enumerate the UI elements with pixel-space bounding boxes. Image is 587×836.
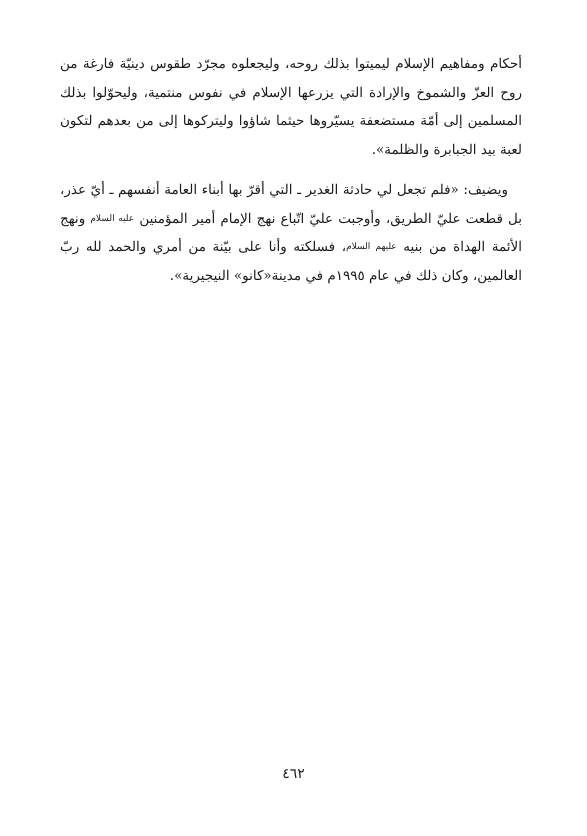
paragraph-text: أحكام ومفاهيم الإسلام ليميتوا بذلك روحه، وليجعلوه مجرّد طقوس دينيّة فارغة من روح العزّ والشموخ والإرادة التي يزرعها الإسلام في نفوس منتمية، وليحوّلوا بذلك المسلمين إلى أمّة مستضعفة يسيّروها حيثما شاؤوا وليتركوها إلى من بعدهم لتكون لعبة بيد الجبابرة والظلمة». <box>60 56 522 158</box>
paragraph-continuation <box>60 50 522 164</box>
paragraph-text-part-1: ويضيف: «فلم تجعل لي حادثة الغدير ـ التي أقرّ بها أبناء العامة أنفسهم ـ أيّ عذر، بل قطعت عليّ الطريق، وأوجبت عليّ اتّباع نهج الإمام أمير المؤمنين <box>60 182 523 227</box>
honorific-glyph-plural: عليهم السلام <box>346 242 397 252</box>
paragraph-quote <box>60 176 522 290</box>
paragraph-text-part-2: ونهج الأئمة الهداة من بنيه <box>60 210 522 255</box>
paragraph-text-part-3: ، فسلكته وأنا على بيّنة من أمري والحمد لله ربّ العالمين، وكان ذلك في عام ١٩٩٥م في مدينة«كانو» النيجيرية». <box>60 239 522 284</box>
page-number: ٤٦٢ <box>282 766 305 782</box>
honorific-glyph-singular: عليه السلام <box>90 213 135 224</box>
